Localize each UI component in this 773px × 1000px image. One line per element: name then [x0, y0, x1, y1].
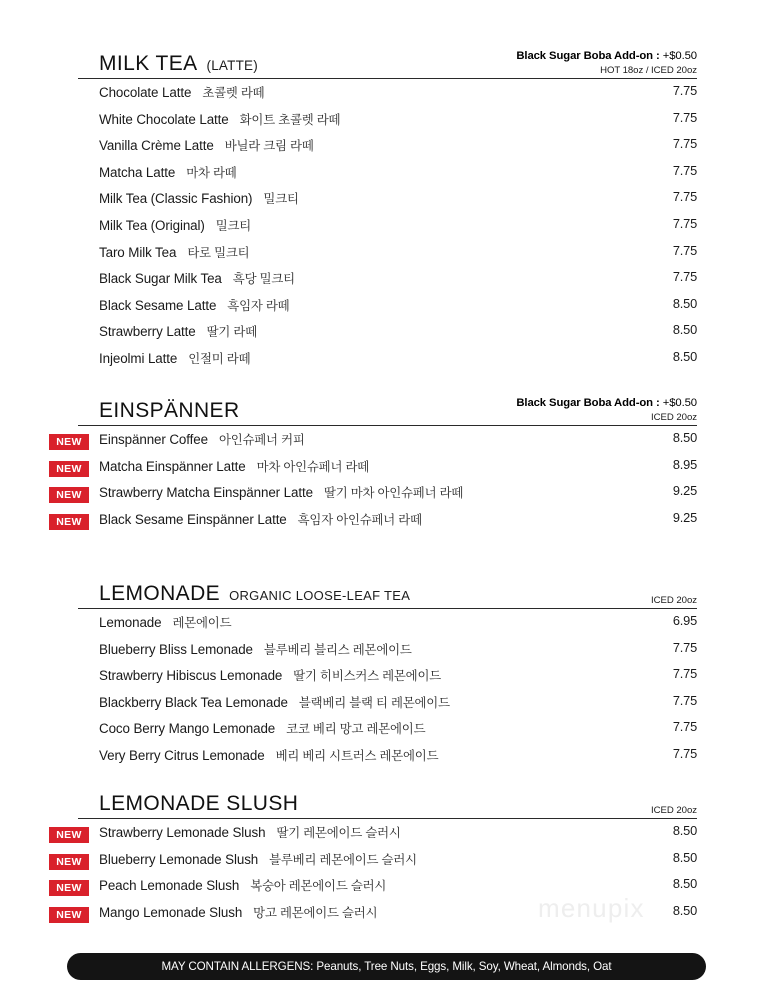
item-price: 7.75: [672, 242, 697, 258]
menu-item-row[interactable]: [0, 510, 735, 537]
section-lemonade-slush: [0, 778, 773, 929]
item-price: 8.50: [672, 849, 697, 865]
item-price: 7.75: [672, 692, 697, 708]
item-name-cell: [99, 746, 438, 764]
item-name-cell: [99, 83, 264, 101]
item-name-ko: 딸기 라떼: [206, 325, 257, 340]
new-badge-slot: [49, 907, 89, 923]
item-name-ko: 마차 아인슈페너 라떼: [256, 459, 370, 474]
new-badge-slot: [49, 880, 89, 896]
item-name-cell: [99, 163, 237, 181]
item-name-en: Lemonade: [99, 615, 162, 630]
section-title-wrap: [99, 582, 410, 606]
section-header-einspanner: [0, 385, 735, 425]
item-name-en: Black Sesame Einspänner Latte: [99, 511, 287, 527]
item-name-en: Strawberry Matcha Einspänner Latte: [99, 485, 313, 501]
item-name-ko: 초콜렛 라떼: [202, 86, 265, 100]
item-name-ko: 복숭아 레몬에이드 슬러시: [250, 879, 387, 894]
size-note: ICED 20oz: [651, 412, 697, 424]
item-price: 8.95: [672, 456, 697, 472]
item-name-en: Strawberry Latte: [99, 324, 196, 340]
new-badge: NEW: [49, 434, 89, 450]
item-price: 8.50: [672, 430, 697, 445]
item-name-cell: [99, 640, 412, 658]
item-price: 8.50: [672, 902, 697, 918]
item-name-en: Strawberry Lemonade Slush: [99, 825, 266, 840]
section-lemonade: [0, 568, 773, 773]
item-name-ko: 바닐라 크림 라떼: [224, 139, 314, 154]
section-title-wrap: [99, 399, 240, 423]
menu-item-row[interactable]: [0, 349, 735, 376]
item-name-en: Vanilla Crème Latte: [99, 138, 214, 154]
item-name-cell: [99, 666, 441, 684]
item-name-cell: [99, 510, 422, 528]
item-name-ko: 딸기 레몬에이드 슬러시: [276, 826, 401, 840]
menu-item-row[interactable]: [0, 83, 735, 110]
item-name-cell: [99, 349, 250, 367]
size-note: HOT 18oz / ICED 20oz: [600, 65, 697, 77]
item-name-ko: 화이트 초콜렛 라떼: [239, 112, 341, 127]
item-name-ko: 망고 레몬에이드 슬러시: [253, 905, 378, 920]
section-title: LEMONADE SLUSH: [99, 792, 299, 815]
item-price: 7.75: [672, 109, 697, 125]
menu-item-row[interactable]: [0, 640, 735, 667]
item-price: 7.75: [672, 83, 697, 98]
item-price: 8.50: [672, 876, 697, 892]
item-name-en: Black Sugar Milk Tea: [99, 271, 222, 287]
item-name-ko: 블랙베리 블랙 티 레몬에이드: [298, 695, 450, 710]
item-name-en: Mango Lemonade Slush: [99, 904, 243, 920]
section-meta: [516, 396, 697, 424]
boba-addon-price: +$0.50: [662, 49, 697, 62]
item-price: 9.25: [672, 509, 697, 525]
item-name-en: Strawberry Hibiscus Lemonade: [99, 668, 283, 684]
item-name-cell: [99, 322, 257, 340]
section-title-wrap: [99, 52, 258, 76]
item-name-en: Blueberry Lemonade Slush: [99, 851, 259, 867]
menu-item-row[interactable]: [0, 163, 735, 190]
item-name-ko: 흑임자 아인슈페너 라떼: [297, 512, 422, 527]
menu-item-row[interactable]: [0, 483, 735, 510]
item-price: 9.25: [672, 483, 697, 499]
section-meta: [651, 805, 697, 817]
item-price: 6.95: [672, 613, 697, 628]
boba-addon-note: [516, 396, 697, 410]
section-divider: [78, 818, 697, 819]
menu-item-row[interactable]: [0, 189, 735, 216]
new-badge-slot: [49, 487, 89, 503]
section-divider: [78, 78, 697, 79]
item-name-en: Very Berry Citrus Lemonade: [99, 747, 265, 763]
menu-item-row[interactable]: [0, 457, 735, 484]
menu-item-row[interactable]: [0, 613, 735, 640]
section-title: LEMONADE: [99, 582, 221, 605]
item-name-ko: 블루베리 레몬에이드 슬러시: [269, 852, 417, 867]
item-name-cell: [99, 110, 340, 128]
new-badge: NEW: [49, 827, 89, 843]
item-name-en: Blackberry Black Tea Lemonade: [99, 694, 288, 710]
item-name-cell: [99, 457, 369, 475]
item-name-ko: 딸기 히비스커스 레몬에이드: [293, 669, 441, 684]
menupix-watermark: menupix: [538, 893, 645, 923]
menu-item-row[interactable]: [0, 850, 735, 877]
new-badge: NEW: [49, 461, 89, 477]
item-name-cell: [99, 823, 401, 841]
new-badge-slot: [49, 434, 89, 450]
menu-item-row[interactable]: [0, 296, 735, 323]
item-list: [0, 613, 735, 773]
item-price: 7.75: [672, 639, 697, 655]
item-name-en: Matcha Einspänner Latte: [99, 458, 246, 474]
section-title: EINSPÄNNER: [99, 399, 240, 422]
allergen-text: MAY CONTAIN ALLERGENS: Peanuts, Tree Nuts, Eggs, Milk, Soy, Wheat, Almonds, Oat: [161, 960, 612, 973]
item-price: 7.75: [672, 666, 697, 682]
item-name-en: Matcha Latte: [99, 164, 176, 180]
item-name-en: Milk Tea (Original): [99, 217, 205, 233]
section-divider: [78, 425, 697, 426]
section-milk-tea: [0, 38, 773, 376]
new-badge: NEW: [49, 514, 89, 530]
item-name-cell: [99, 296, 289, 314]
item-name-cell: [99, 483, 463, 501]
item-name-en: Coco Berry Mango Lemonade: [99, 721, 276, 737]
menu-item-row[interactable]: [0, 136, 735, 163]
item-price: 7.75: [672, 269, 697, 285]
item-name-ko: 흑임자 라떼: [227, 298, 290, 313]
item-name-en: Blueberry Bliss Lemonade: [99, 641, 253, 657]
menu-item-row[interactable]: [0, 243, 735, 270]
section-einspanner: [0, 385, 773, 536]
size-note: ICED 20oz: [651, 805, 697, 817]
boba-addon-price: +$0.50: [662, 396, 697, 409]
item-name-cell: [99, 216, 251, 234]
item-name-ko: 베리 베리 시트러스 레몬에이드: [275, 748, 439, 763]
section-header-lemonade: [0, 568, 735, 608]
item-name-cell: [99, 189, 299, 207]
new-badge-slot: [49, 827, 89, 843]
item-name-en: Einspänner Coffee: [99, 432, 208, 447]
boba-addon-label: Black Sugar Boba Add-on :: [516, 49, 660, 62]
item-name-en: Injeolmi Latte: [99, 350, 178, 366]
item-price: 7.75: [672, 215, 697, 231]
item-list: [0, 83, 735, 376]
item-name-cell: [99, 903, 377, 921]
item-name-ko: 딸기 마차 아인슈페너 라떼: [323, 486, 464, 501]
item-price: 8.50: [672, 348, 697, 364]
section-subtitle: ORGANIC LOOSE-LEAF TEA: [229, 588, 411, 603]
item-price: 7.75: [672, 745, 697, 761]
item-name-cell: [99, 613, 231, 631]
new-badge-slot: [49, 514, 89, 530]
item-name-ko: 블루베리 블리스 레몬에이드: [263, 642, 412, 657]
section-divider: [78, 608, 697, 609]
item-name-cell: [99, 876, 386, 894]
item-list: [0, 430, 735, 536]
item-price: 7.75: [672, 189, 697, 205]
new-badge: NEW: [49, 907, 89, 923]
item-name-ko: 인절미 라떼: [188, 351, 251, 366]
section-header-milk-tea: [0, 38, 735, 78]
menu-item-row[interactable]: [0, 746, 735, 773]
item-name-cell: [99, 430, 305, 448]
item-price: 8.50: [672, 823, 697, 838]
new-badge: NEW: [49, 487, 89, 503]
menu-item-row[interactable]: [0, 666, 735, 693]
allergen-banner: [67, 953, 706, 980]
item-name-cell: [99, 693, 450, 711]
menu-item-row[interactable]: [0, 216, 735, 243]
item-name-en: Black Sesame Latte: [99, 297, 217, 313]
menu-item-row[interactable]: [0, 693, 735, 720]
section-subtitle: (LATTE): [206, 58, 258, 73]
item-price: 8.50: [672, 322, 697, 338]
item-name-ko: 코코 베리 망고 레몬에이드: [286, 722, 426, 737]
item-name-cell: [99, 136, 314, 154]
section-title-wrap: [99, 792, 298, 816]
item-name-cell: [99, 269, 295, 287]
item-name-ko: 밀크티: [215, 218, 252, 233]
item-price: 7.75: [672, 719, 697, 735]
new-badge-slot: [49, 461, 89, 477]
item-name-cell: [99, 850, 417, 868]
section-title: MILK TEA: [99, 52, 198, 75]
menu-item-row[interactable]: [0, 823, 735, 850]
menu-item-row[interactable]: [0, 719, 735, 746]
section-meta: [651, 595, 697, 607]
section-header-lemonade-slush: [0, 778, 735, 818]
boba-addon-note: [516, 49, 697, 63]
item-name-ko: 흑당 밀크티: [232, 272, 295, 287]
item-name-ko: 타로 밀크티: [187, 245, 250, 260]
item-price: 7.75: [672, 136, 697, 152]
item-name-en: Milk Tea (Classic Fashion): [99, 191, 253, 207]
item-name-ko: 밀크티: [263, 192, 299, 207]
item-name-cell: [99, 719, 425, 737]
item-name-en: White Chocolate Latte: [99, 111, 229, 127]
menu-item-row[interactable]: [0, 110, 735, 137]
new-badge: NEW: [49, 854, 89, 870]
item-name-ko: 레몬에이드: [172, 616, 232, 630]
item-name-en: Taro Milk Tea: [99, 244, 177, 260]
item-name-ko: 마차 라떼: [186, 165, 237, 180]
item-name-en: Chocolate Latte: [99, 85, 192, 100]
item-name-en: Peach Lemonade Slush: [99, 878, 240, 894]
new-badge: NEW: [49, 880, 89, 896]
boba-addon-label: Black Sugar Boba Add-on :: [516, 396, 660, 409]
section-meta: [516, 49, 697, 77]
size-note: ICED 20oz: [651, 595, 697, 607]
item-name-cell: [99, 243, 249, 261]
menu-item-row[interactable]: [0, 322, 735, 349]
item-name-ko: 아인슈페너 커피: [218, 433, 305, 447]
item-price: 8.50: [672, 295, 697, 311]
new-badge-slot: [49, 854, 89, 870]
item-price: 7.75: [672, 162, 697, 178]
menu-item-row[interactable]: [0, 269, 735, 296]
menu-item-row[interactable]: [0, 430, 735, 457]
